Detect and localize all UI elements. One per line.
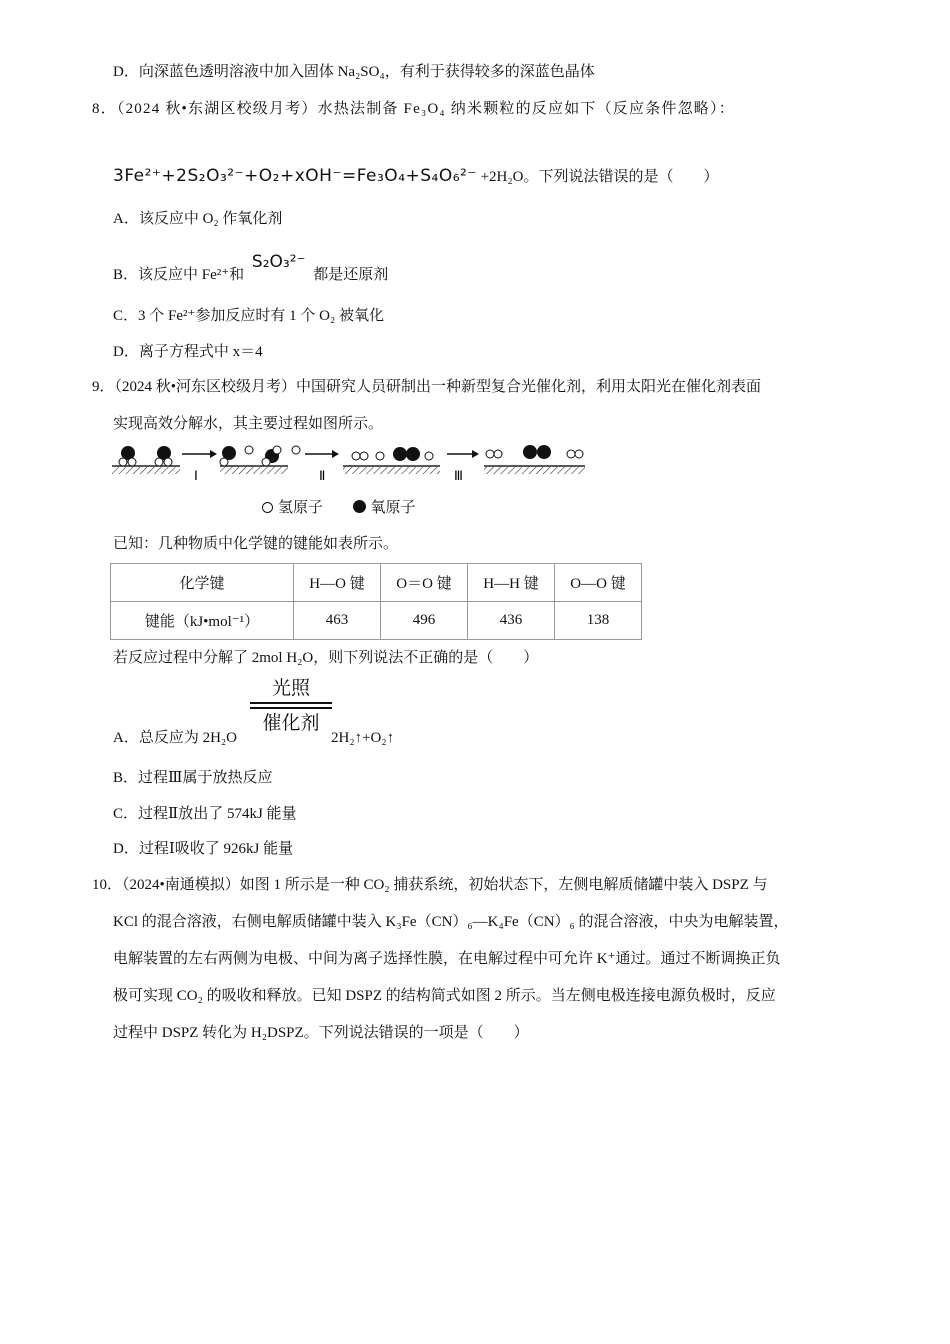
q9-option-b: B．过程Ⅲ属于放热反应	[113, 770, 273, 786]
q10-line3: 电解装置的左右两侧为电极、中间为离子选择性膜，在电解过程中可允许 K⁺通过。通过不断调换正负	[113, 951, 781, 967]
q9-stem-line2: 实现高效分解水，其主要过程如图所示。	[113, 416, 384, 432]
table-cell: 496	[381, 602, 468, 640]
oxygen-legend-icon	[353, 500, 366, 513]
q10-line2: KCl 的混合溶液，右侧电解质储罐中装入 K₃Fe（CN）₆—K₄Fe（CN）₆ 的混合溶液，中央为电解装置，	[113, 914, 789, 930]
hydrogen-atom	[273, 446, 281, 454]
catalyst-surface-3	[343, 466, 440, 474]
q9-option-d: D．过程Ⅰ吸收了 926kJ 能量	[113, 841, 294, 857]
q10-line5: 过程中 DSPZ 转化为 H₂DSPZ。下列说法错误的一项是（ ）	[113, 1025, 529, 1041]
q8-equation-image: 3Fe²⁺+2S₂O₃²⁻+O₂+xOH⁻=Fe₃O₄+S₄O₆²⁻	[113, 166, 477, 186]
condition-bottom: 催化剂	[262, 712, 320, 734]
q9-option-a-pre: A．总反应为 2H₂O	[113, 730, 237, 746]
legend-oxygen-label: 氧原子	[370, 500, 416, 516]
arrow-step-2	[305, 450, 339, 458]
catalyst-surface-4	[484, 466, 585, 474]
table-header-cell: O—O 键	[555, 564, 642, 602]
condition-top: 光照	[271, 677, 310, 699]
water-molecule	[119, 446, 136, 466]
table-row	[111, 602, 642, 640]
table-cell: 138	[555, 602, 642, 640]
q9-legend	[262, 498, 416, 518]
hydroxyl-group	[220, 446, 236, 466]
oxygen-molecule	[523, 445, 551, 459]
q9-option-c: C．过程Ⅱ放出了 574kJ 能量	[113, 806, 297, 822]
q8-option-d: D．离子方程式中 x＝4	[113, 344, 263, 360]
hydrogen-molecule	[567, 450, 583, 458]
q10-line1: 10．（2024•南通模拟）如图 1 所示是一种 CO₂ 捕获系统，初始状态下，左侧电解质储罐中装入 DSPZ 与	[92, 877, 768, 893]
hydrogen-legend-icon	[262, 502, 273, 513]
hydrogen-molecule	[486, 450, 502, 458]
peroxide-species	[376, 447, 433, 461]
catalyst-surface-2	[220, 466, 288, 474]
table-header-cell: H—O 键	[294, 564, 381, 602]
q8-option-b	[113, 252, 389, 285]
q9-question: 若反应过程中分解了 2mol H₂O，则下列说法不正确的是（ ）	[113, 650, 539, 666]
q8-option-b-formula: S₂O₃²⁻	[251, 252, 306, 272]
table-cell: 463	[294, 602, 381, 640]
table-header-cell: 化学键	[111, 564, 294, 602]
step-label-3: Ⅲ	[454, 468, 463, 483]
q10-line4: 极可实现 CO₂ 的吸收和释放。已知 DSPZ 的结构简式如图 2 所示。当左侧电极连接电源负极时，反应	[113, 988, 776, 1004]
q8-equation-line	[113, 166, 718, 187]
q8-option-a: A．该反应中 O₂ 作氧化剂	[113, 211, 283, 227]
arrow-step-3	[447, 450, 479, 458]
q9-reaction-condition	[250, 676, 332, 735]
q9-known: 已知：几种物质中化学键的键能如表所示。	[113, 536, 399, 552]
step-label-2: Ⅱ	[319, 468, 326, 483]
hydrogen-atom	[292, 446, 300, 454]
q8-option-c: C．3 个 Fe²⁺参加反应时有 1 个 O₂ 被氧化	[113, 308, 384, 324]
q9-stem-line1: 9．（2024 秋•河东区校级月考）中国研究人员研制出一种新型复合光催化剂，利用太阳光在催化剂表面	[92, 379, 762, 395]
water-molecule	[155, 446, 172, 466]
condition-equal-sign	[250, 702, 332, 709]
table-header-cell: O＝O 键	[381, 564, 468, 602]
hydrogen-molecule	[352, 452, 368, 460]
q8-stem: 8．（2024 秋•东湖区校级月考）水热法制备 Fe₃O₄ 纳米颗粒的反应如下（反应条件忽略）：	[92, 101, 735, 117]
catalyst-surface-1	[112, 466, 180, 474]
table-row-label: 键能（kJ•mol⁻¹）	[111, 602, 294, 640]
arrow-step-1	[182, 450, 217, 458]
table-header-cell: H—H 键	[468, 564, 555, 602]
table-header-row	[111, 564, 642, 602]
bond-energy-table	[110, 563, 642, 640]
q8-option-b-post: 都是还原剂	[313, 267, 389, 283]
table-cell: 436	[468, 602, 555, 640]
q8-equation-tail: +2H₂O。下列说法错误的是（ ）	[480, 169, 719, 185]
legend-hydrogen-label: 氢原子	[278, 500, 324, 516]
q9-option-a-post: 2H₂↑+O₂↑	[331, 730, 395, 746]
hydrogen-atom	[245, 446, 253, 454]
q8-option-b-pre: B．该反应中 Fe²⁺和	[113, 267, 245, 283]
step-label-1: Ⅰ	[194, 468, 198, 483]
q7-option-d: D．向深蓝色透明溶液中加入固体 Na₂SO₄，有利于获得较多的深蓝色晶体	[113, 64, 595, 80]
